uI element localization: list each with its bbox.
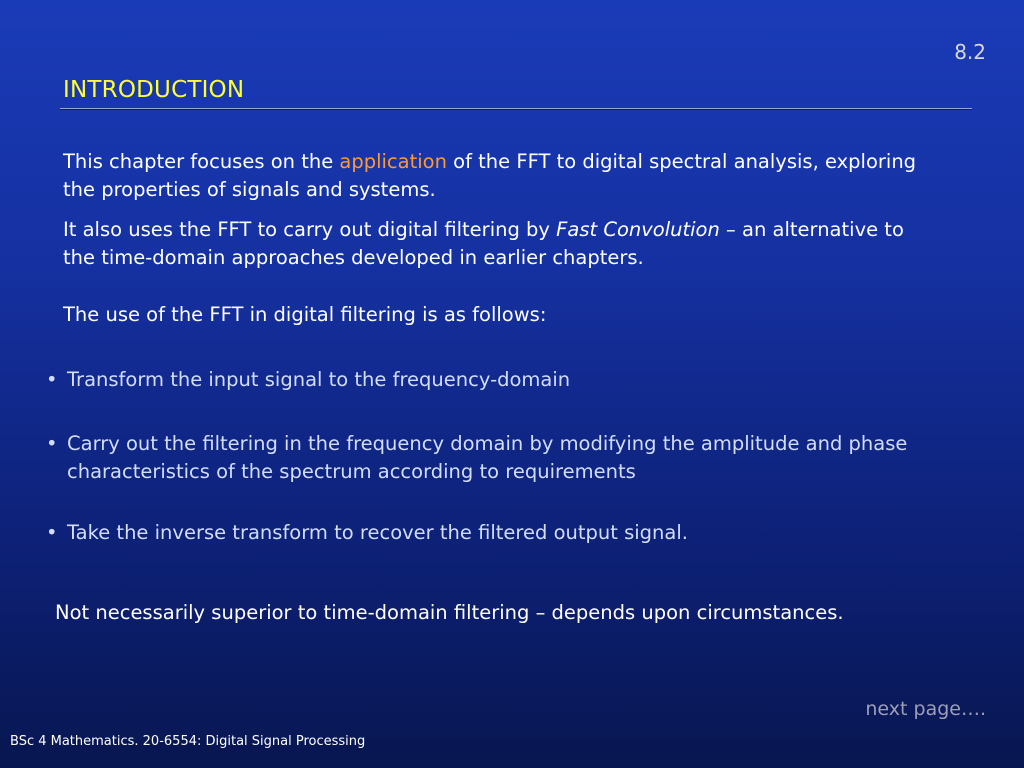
- slide-title: INTRODUCTION: [63, 77, 245, 103]
- fc-text-end: – an alternative to the time-domain approaches developed in earlier chapters.: [63, 218, 904, 269]
- intro-paragraph: [63, 148, 923, 204]
- footer-course-label: BSc 4 Mathematics. 20-6554: Digital Signal Processing: [10, 734, 366, 749]
- fast-convolution-paragraph: [63, 216, 923, 272]
- next-page-link[interactable]: next page….: [865, 698, 986, 720]
- list-intro-paragraph: The use of the FFT in digital filtering is as follows:: [63, 303, 547, 326]
- fast-convolution-term: Fast Convolution: [556, 218, 720, 241]
- bullet-text: Carry out the filtering in the frequency domain by modifying the amplitude and phase characteristics of the spectrum according to requirements: [67, 432, 908, 483]
- fc-text-start: It also uses the FFT to carry out digital filtering by: [63, 218, 557, 241]
- bullet-text: Take the inverse transform to recover the filtered output signal.: [67, 521, 688, 544]
- bullet-symbol: •: [46, 368, 58, 391]
- highlighted-word: application: [339, 150, 447, 173]
- bullet-symbol: •: [46, 432, 58, 455]
- closing-note: Not necessarily superior to time-domain filtering – depends upon circumstances.: [55, 601, 844, 624]
- bullet-symbol: •: [46, 521, 58, 544]
- intro-text-start: This chapter focuses on the: [63, 150, 340, 173]
- bullet-text: Transform the input signal to the frequency-domain: [67, 368, 571, 391]
- title-divider: [60, 108, 972, 110]
- bullet-item: [46, 366, 946, 394]
- bullet-item: [46, 519, 946, 547]
- bullet-item: [46, 430, 946, 486]
- page-number: 8.2: [954, 40, 986, 64]
- intro-text-end: of the FFT to digital spectral analysis, exploring the properties of signals and systems.: [63, 150, 917, 201]
